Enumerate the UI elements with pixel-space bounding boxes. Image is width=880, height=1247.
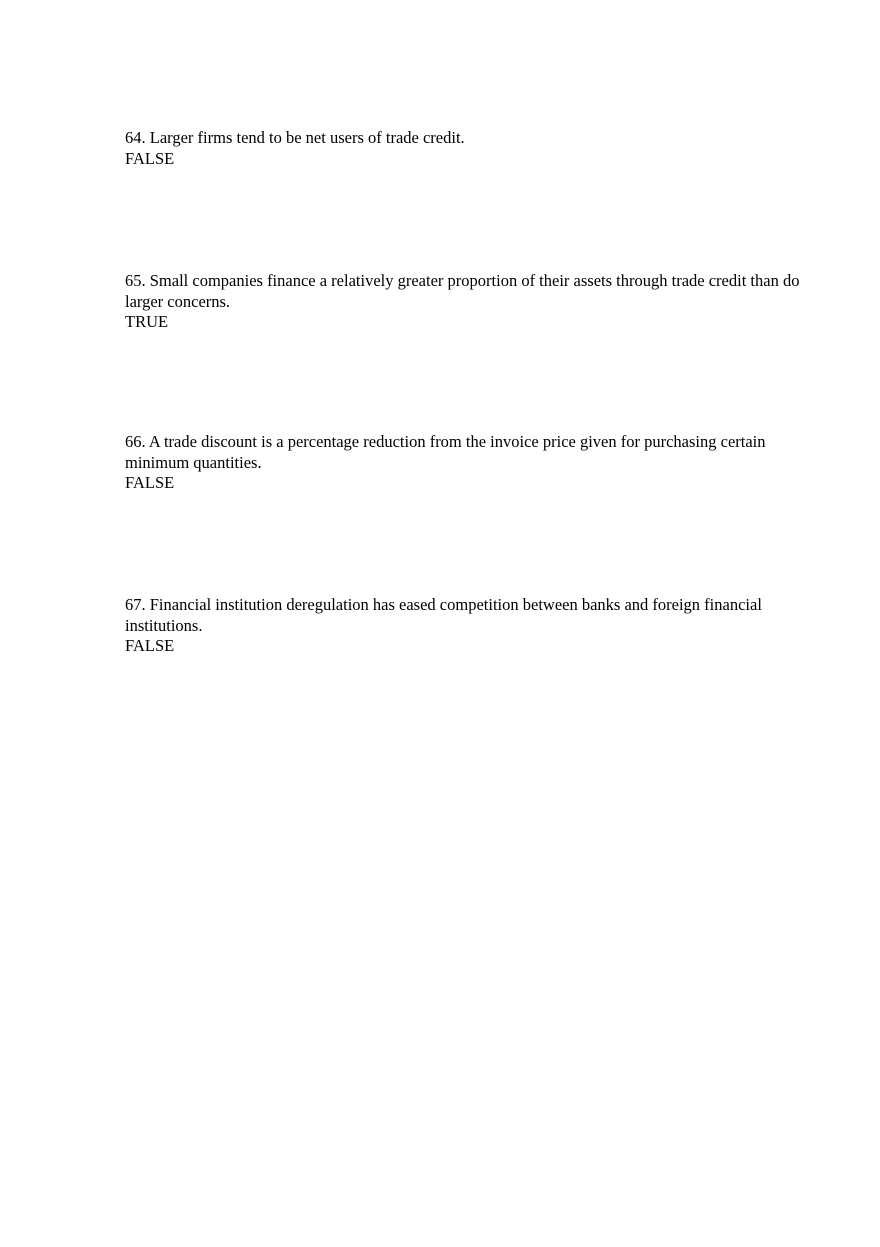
question-text: 64. Larger firms tend to be net users of trade credit. xyxy=(125,128,465,147)
question-65 xyxy=(125,271,805,333)
question-answer: FALSE xyxy=(125,148,175,168)
question-64 xyxy=(125,128,805,169)
question-answer: FALSE xyxy=(125,636,175,655)
question-67 xyxy=(125,595,805,657)
question-text: 65. Small companies finance a relatively greater proportion of their assets through trade credit than do larger concerns. xyxy=(125,271,800,311)
question-text: 66. A trade discount is a percentage reduction from the invoice price given for purchasing certain minimum quantities. xyxy=(125,432,766,472)
question-text: 67. Financial institution deregulation has eased competition between banks and foreign financial institutions. xyxy=(125,595,762,635)
question-66 xyxy=(125,432,805,494)
question-answer: TRUE xyxy=(125,312,169,331)
question-answer: FALSE xyxy=(125,473,175,492)
